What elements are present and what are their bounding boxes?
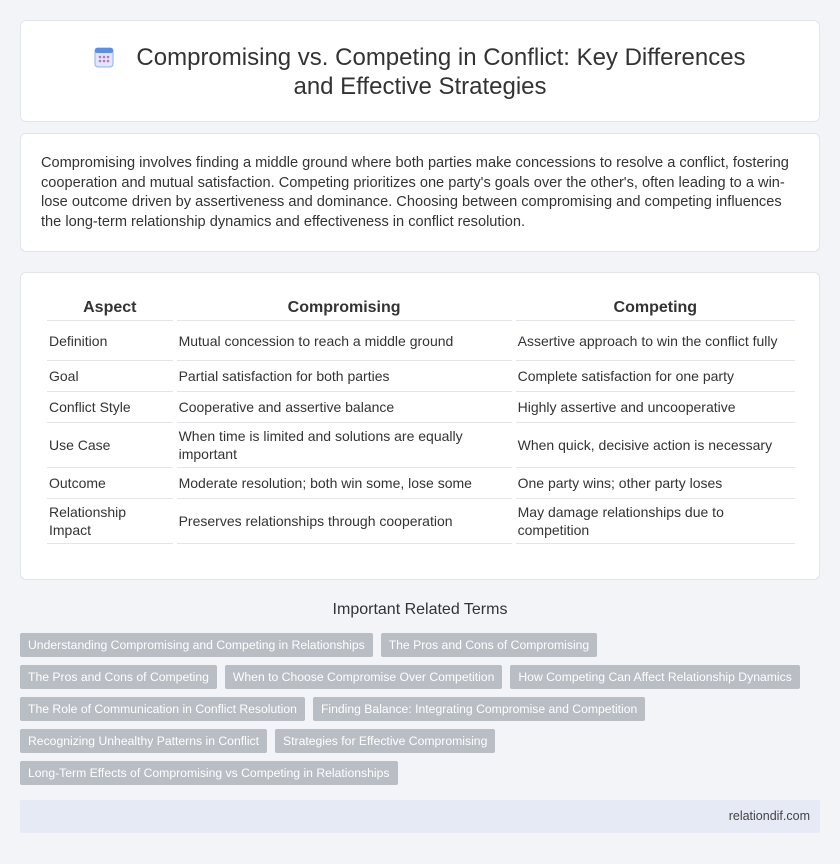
row-competing: Highly assertive and uncooperative (516, 392, 795, 423)
related-term-link[interactable]: Finding Balance: Integrating Compromise and Competition (313, 697, 645, 721)
header-compromising: Compromising (177, 295, 512, 321)
page-title-wrap (21, 43, 819, 101)
related-term-link[interactable]: Strategies for Effective Compromising (275, 729, 495, 753)
row-aspect: Conflict Style (47, 392, 173, 423)
intro-card (20, 133, 820, 252)
row-competing: When quick, decisive action is necessary (516, 423, 795, 468)
related-terms-list (20, 633, 800, 785)
header-aspect: Aspect (47, 295, 173, 321)
row-aspect: Relationship Impact (47, 499, 173, 544)
table-row (47, 468, 795, 499)
related-term-link[interactable]: Recognizing Unhealthy Patterns in Conflict (20, 729, 267, 753)
table-row (47, 321, 795, 361)
row-compromising: Partial satisfaction for both parties (177, 361, 512, 392)
table-row (47, 361, 795, 392)
related-term-link[interactable]: The Role of Communication in Conflict Resolution (20, 697, 305, 721)
table-row (47, 499, 795, 544)
row-aspect: Definition (47, 321, 173, 361)
related-term-link[interactable]: How Competing Can Affect Relationship Dynamics (510, 665, 799, 689)
row-compromising: When time is limited and solutions are equally important (177, 423, 512, 468)
intro-paragraph: Compromising involves finding a middle ground where both parties make concessions to resolve a conflict, fostering cooperation and mutual satisfaction. Competing prioritizes one party's goals over the other's, often leading to a win-lose outcome driven by assertiveness and dominance. Choosing between compromising and competing influences the long-term relationship dynamics and effectiveness in conflict resolution. (41, 155, 789, 230)
table-row (47, 392, 795, 423)
row-competing: Complete satisfaction for one party (516, 361, 795, 392)
row-aspect: Goal (47, 361, 173, 392)
comparison-card (20, 272, 820, 580)
page-title: Compromising vs. Competing in Conflict: Key Differences and Effective Strategies (136, 44, 746, 100)
calendar-icon (94, 46, 114, 68)
row-competing: One party wins; other party loses (516, 468, 795, 499)
related-terms-heading: Important Related Terms (332, 601, 508, 618)
header-competing: Competing (516, 295, 795, 321)
row-compromising: Moderate resolution; both win some, lose some (177, 468, 512, 499)
related-term-link[interactable]: The Pros and Cons of Compromising (381, 633, 598, 657)
related-term-link[interactable]: Understanding Compromising and Competing in Relationships (20, 633, 373, 657)
row-competing: Assertive approach to win the conflict fully (516, 321, 795, 361)
row-compromising: Mutual concession to reach a middle ground (177, 321, 512, 361)
row-aspect: Use Case (47, 423, 173, 468)
row-compromising: Preserves relationships through cooperation (177, 499, 512, 544)
table-header-row (47, 295, 795, 321)
footer (20, 800, 820, 833)
footer-site-link[interactable]: relationdif.com (728, 809, 810, 823)
row-compromising: Cooperative and assertive balance (177, 392, 512, 423)
row-aspect: Outcome (47, 468, 173, 499)
row-competing: May damage relationships due to competition (516, 499, 795, 544)
comparison-table (43, 295, 799, 544)
related-term-link[interactable]: The Pros and Cons of Competing (20, 665, 217, 689)
related-term-link[interactable]: When to Choose Compromise Over Competition (225, 665, 502, 689)
header-card (20, 20, 820, 122)
related-term-link[interactable]: Long-Term Effects of Compromising vs Competing in Relationships (20, 761, 398, 785)
table-row (47, 423, 795, 468)
